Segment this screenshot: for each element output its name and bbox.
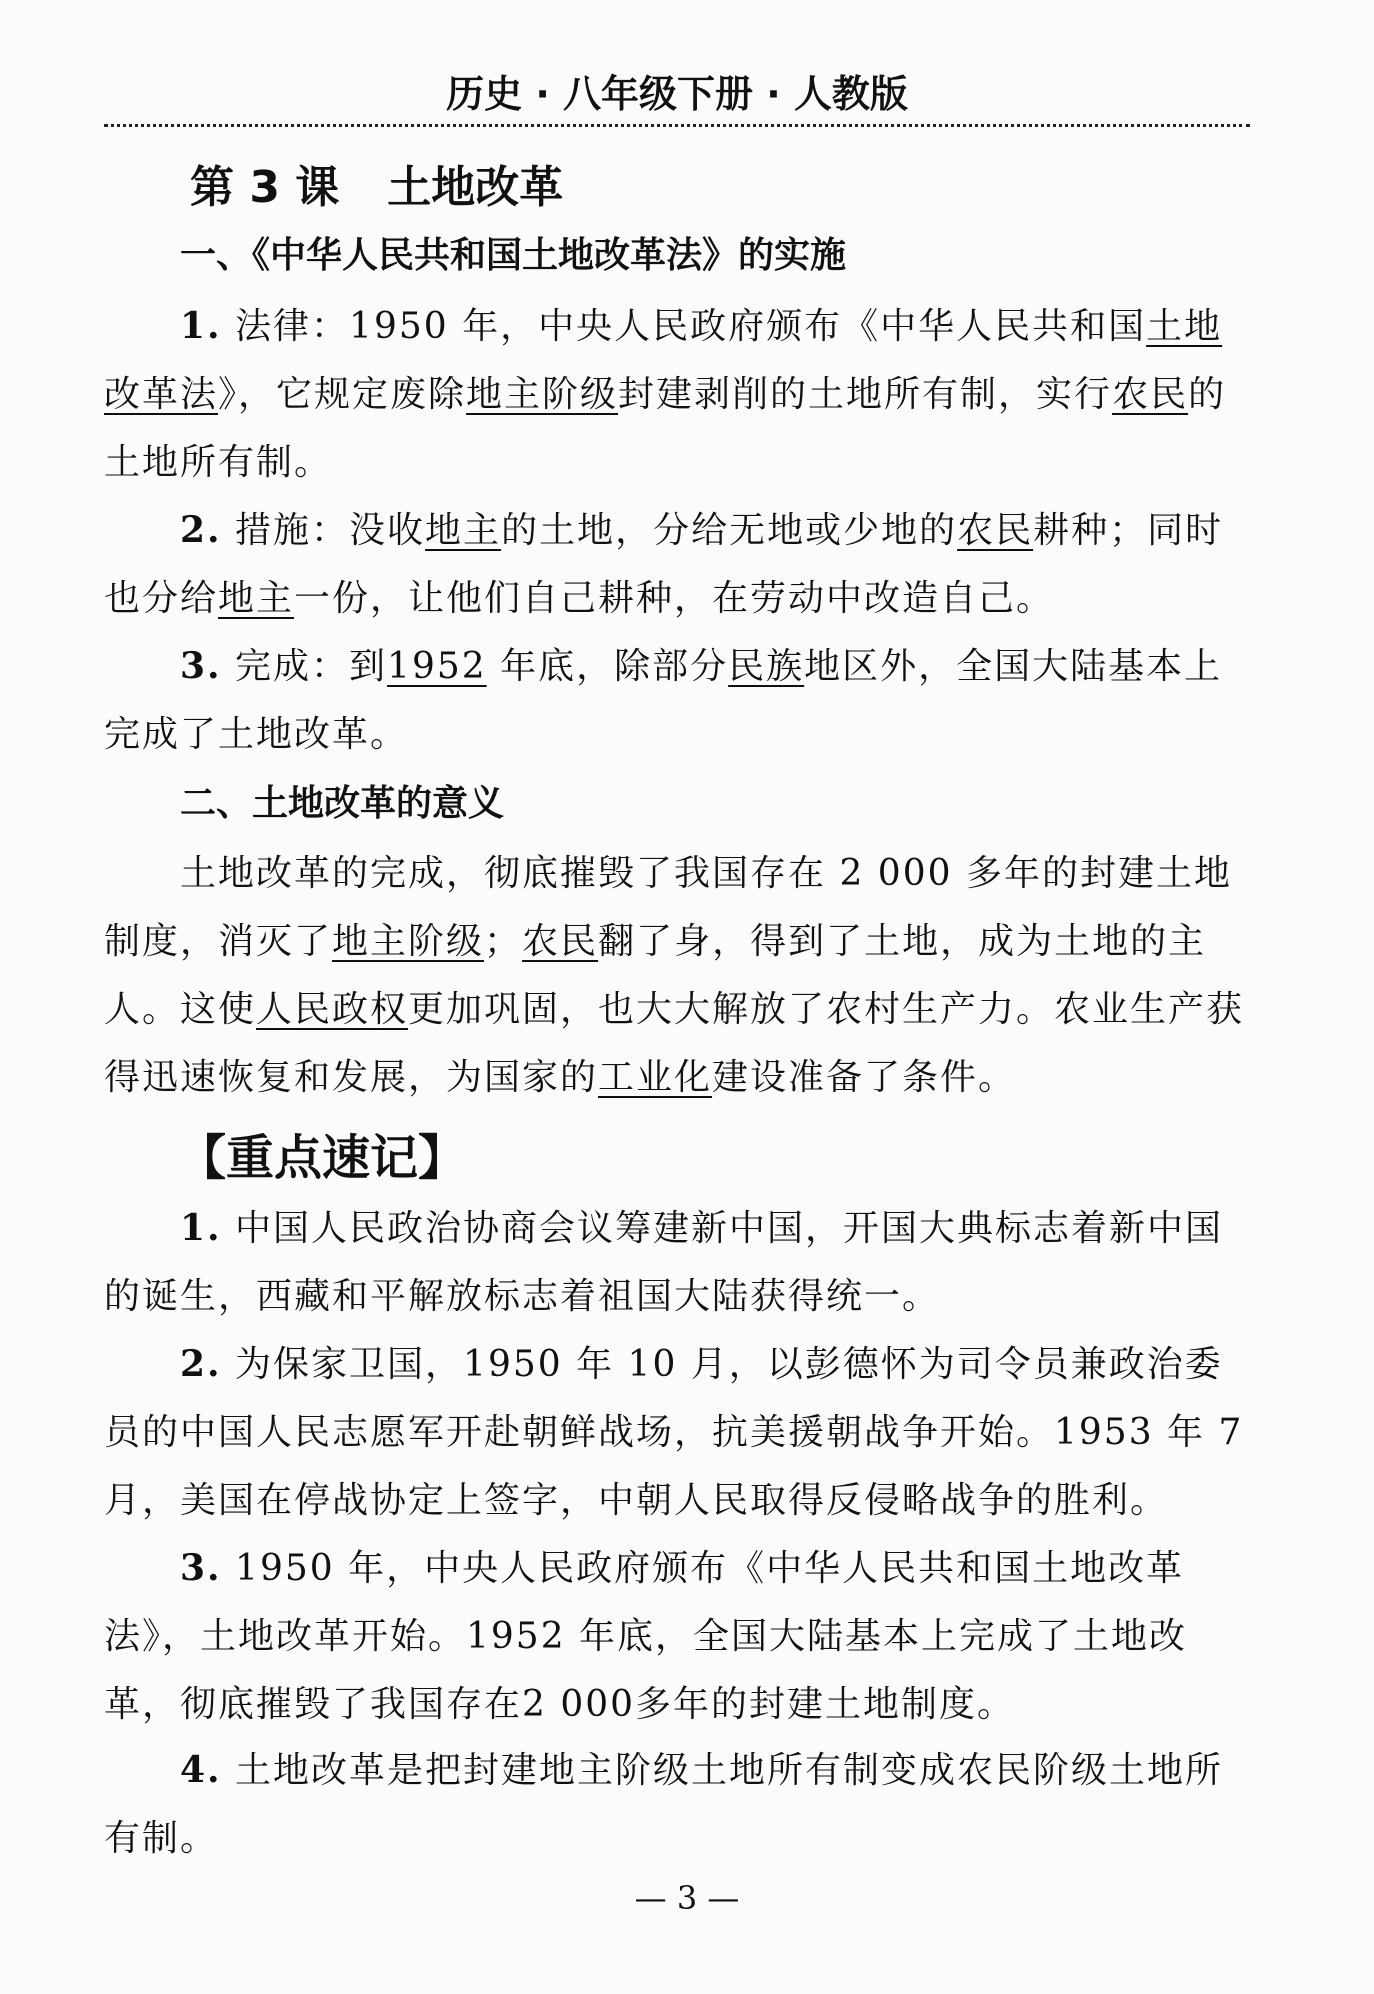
underlined-term: 土地改革法 <box>104 306 1223 415</box>
underlined-term: 工业化 <box>598 1057 713 1098</box>
lesson-title <box>190 160 563 216</box>
underlined-term: 地主阶级 <box>466 374 619 415</box>
item-number: 3. <box>180 1547 222 1589</box>
item-number: 1. <box>180 305 222 347</box>
underlined-term: 农民 <box>957 510 1034 551</box>
key-point-4: 4. 土地改革是把封建地主阶级土地所有制变成农民阶级土地所有制。 <box>104 1749 1224 1859</box>
item-number: 1. <box>180 1207 222 1249</box>
section-title-2: 二、土地改革的意义 <box>180 783 505 824</box>
item-number: 2. <box>180 1343 222 1385</box>
section1-item-3: 3. 完成：到1952 年底，除部分民族地区外，全国大陆基本上完成了土地改革。 <box>104 645 1223 755</box>
key-point-3: 3. 1950 年，中央人民政府颁布《中华人民共和国土地改革法》，土地改革开始。1952 年底，全国大陆基本上完成了土地改革，彻底摧毁了我国存在2 000多年的封建土地制度。 <box>104 1547 1188 1725</box>
key-point-1: 1. 中国人民政治协商会议筹建新中国，开国大典标志着新中国的诞生，西藏和平解放标志着祖国大陆获得统一。 <box>104 1207 1224 1317</box>
section1-item-2: 2. 措施：没收地主的土地，分给无地或少地的农民耕种；同时也分给地主一份，让他们自己耕种，在劳动中改造自己。 <box>104 509 1224 619</box>
underlined-term: 民族 <box>728 646 805 687</box>
section2-paragraph: 土地改革的完成，彻底摧毁了我国存在 2 000 多年的封建土地制度，消灭了地主阶级；农民翻了身，得到了土地，成为土地的主人。这使人民政权更加巩固，也大大解放了农村生产力。农业生产获得迅速恢复和发展，为国家的工业化建设准备了条件。 <box>104 853 1245 1098</box>
running-header: 历史 · 八年级下册 · 人教版 <box>446 72 908 116</box>
underlined-term: 地主 <box>425 510 502 551</box>
underlined-term: 农民 <box>522 921 599 962</box>
section1-item-1: 1. 法律：1950 年，中央人民政府颁布《中华人民共和国土地改革法》，它规定废除地主阶级封建剥削的土地所有制，实行农民的土地所有制。 <box>104 305 1227 483</box>
lesson-number: 第 3 课 <box>190 162 340 213</box>
underlined-term: 农民 <box>1112 374 1189 415</box>
item-number: 4. <box>180 1749 222 1791</box>
page-number: — 3 — <box>634 1879 740 1917</box>
header-divider <box>104 124 1250 127</box>
item-number: 2. <box>180 509 222 551</box>
underlined-term: 地主 <box>218 578 295 619</box>
underlined-term: 地主阶级 <box>332 921 485 962</box>
section-title-1: 一、《中华人民共和国土地改革法》的实施 <box>180 235 847 276</box>
underlined-term: 1952 <box>387 646 487 687</box>
key-point-2: 2. 为保家卫国，1950 年 10 月，以彭德怀为司令员兼政治委员的中国人民志愿军开赴朝鲜战场，抗美援朝战争开始。1953 年 7 月，美国在停战协定上签字，中朝人民取得反侵略战争的胜利。 <box>104 1343 1244 1521</box>
lesson-name: 土地改革 <box>387 162 564 213</box>
item-number: 3. <box>180 645 222 687</box>
key-points-heading: 【重点速记】 <box>178 1130 467 1186</box>
underlined-term: 人民政权 <box>256 989 409 1030</box>
